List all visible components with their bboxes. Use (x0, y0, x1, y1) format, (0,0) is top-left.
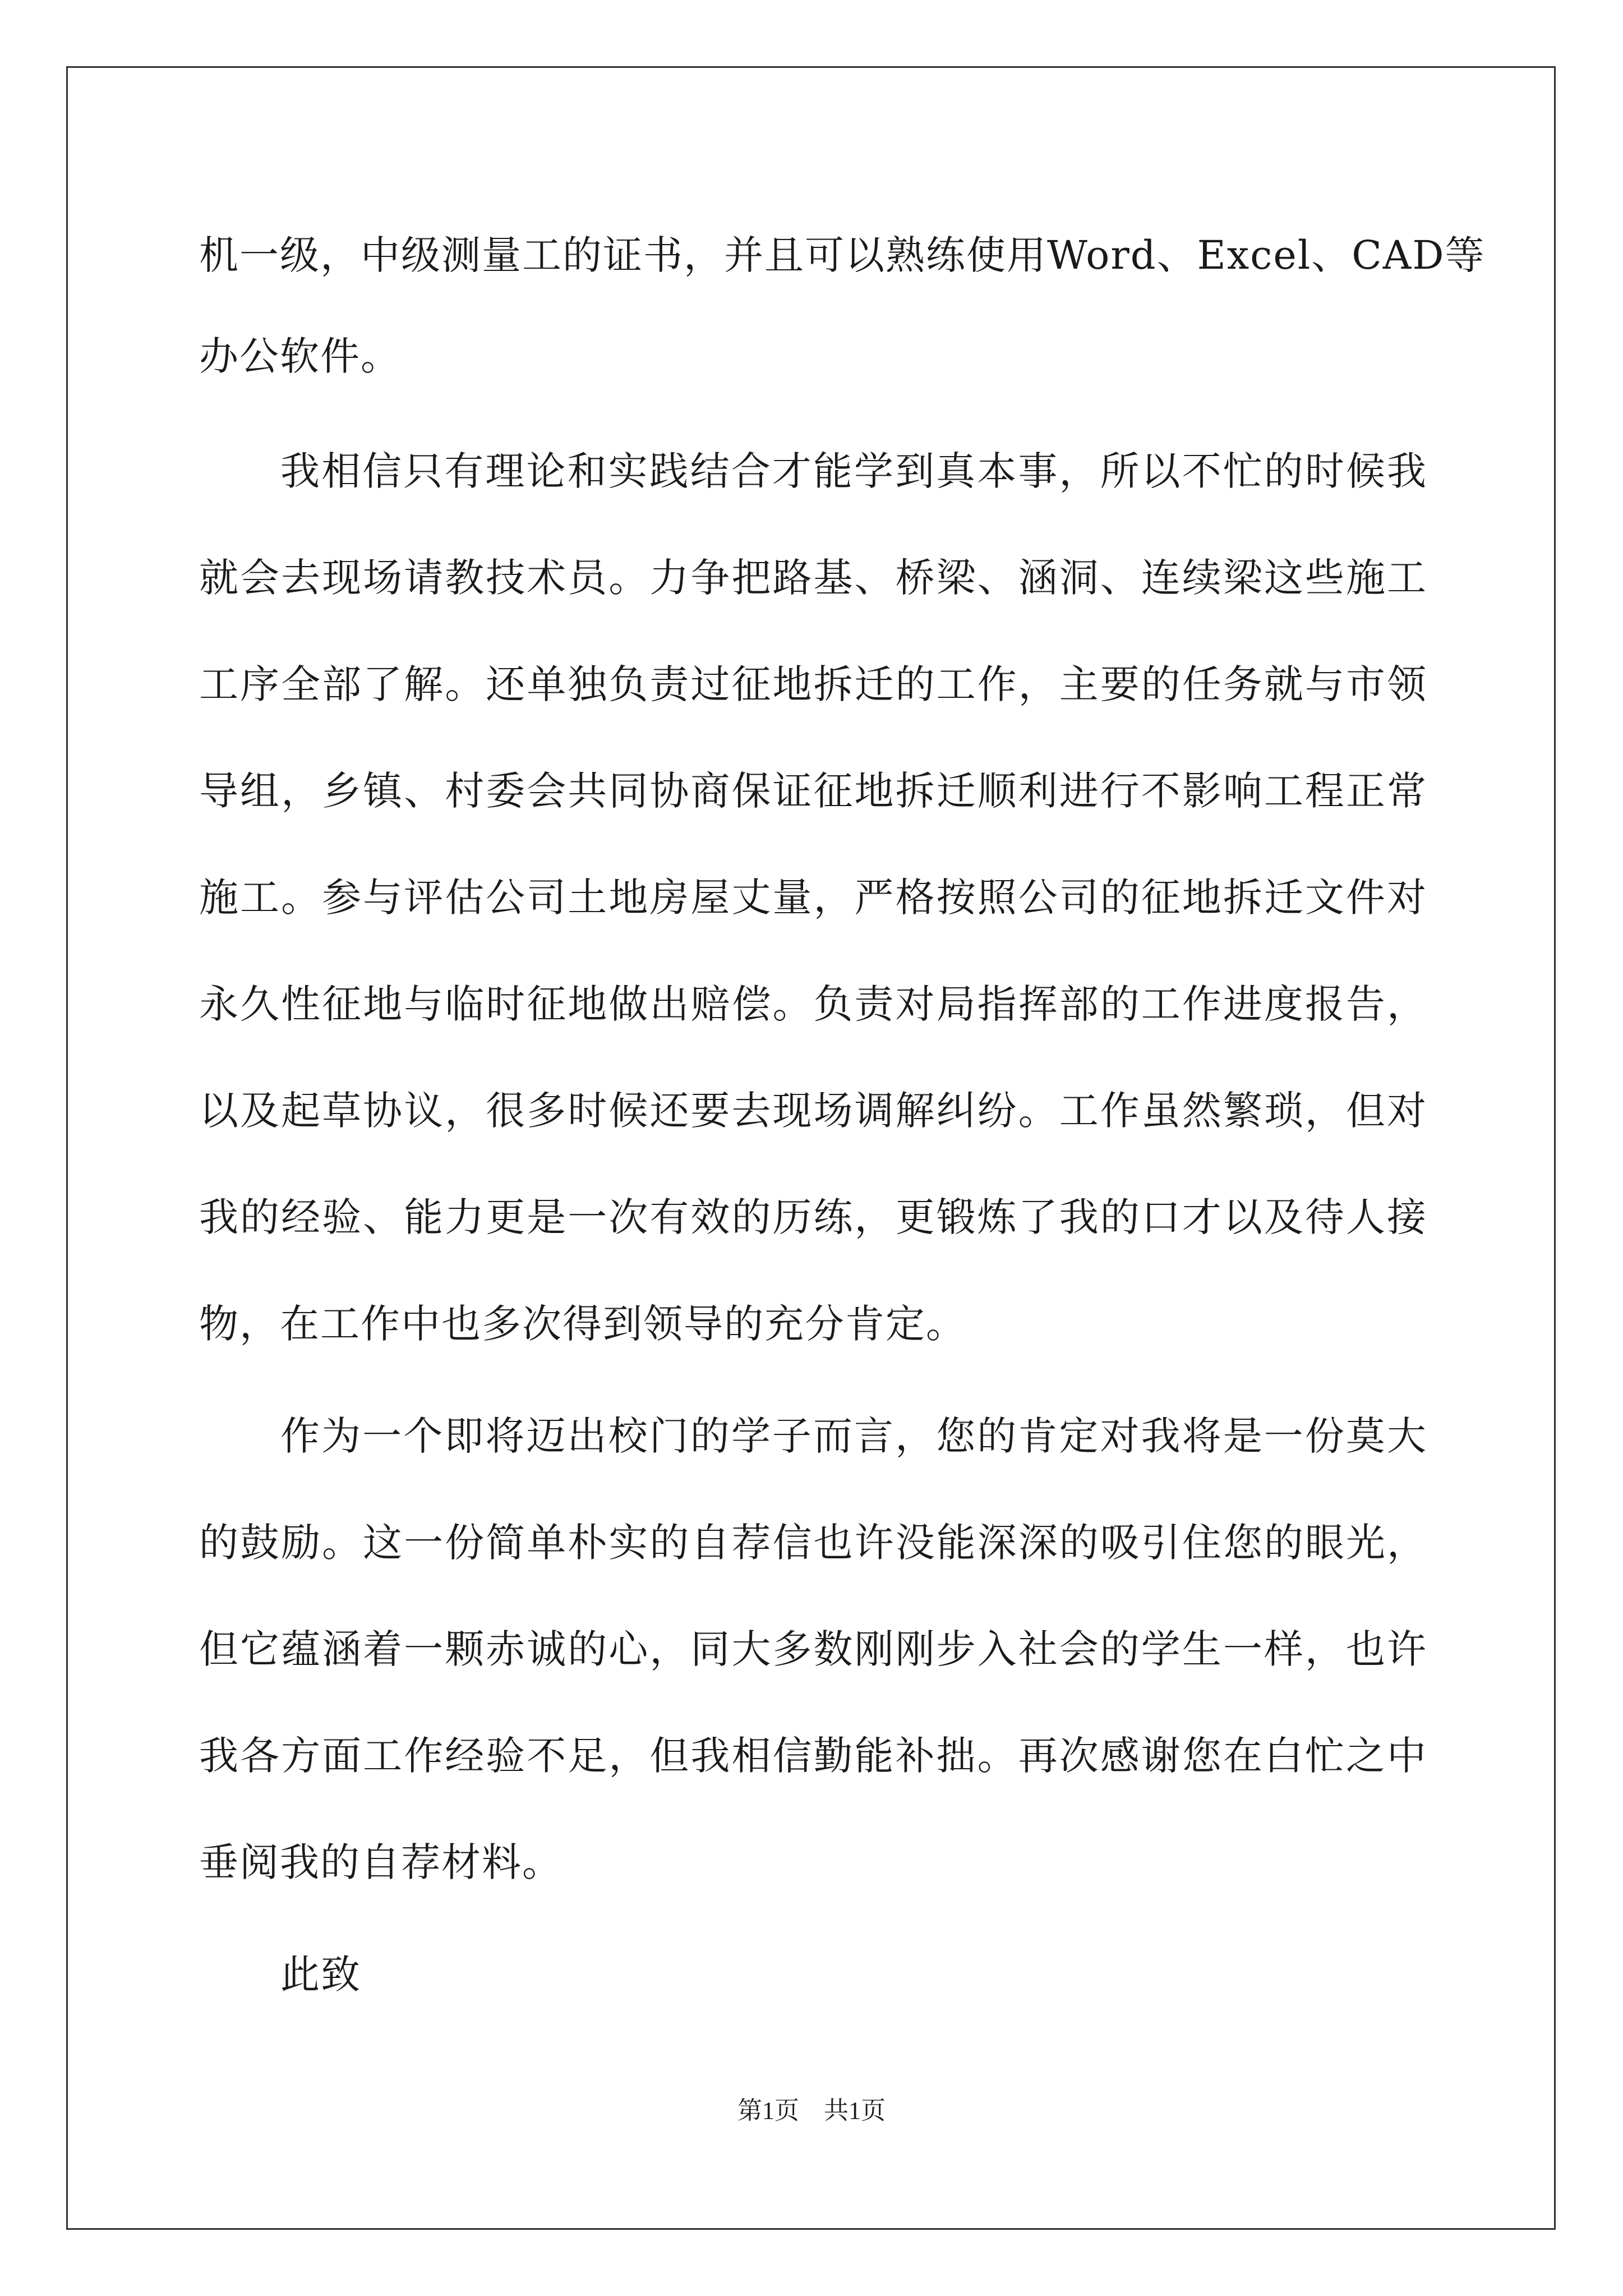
text-line: 但它蕴涵着一颗赤诚的心，同大多数刚刚步入社会的学生一样，也许 (199, 1626, 1427, 1672)
text-line: 机一级，中级测量工的证书，并且可以熟练使用Word、Excel、CAD等 (199, 232, 1486, 278)
text-line: 工序全部了解。还单独负责过征地拆迁的工作，主要的任务就与市领 (199, 661, 1427, 707)
text-line: 我的经验、能力更是一次有效的历练，更锻炼了我的口才以及待人接 (199, 1194, 1427, 1240)
text-line: 垂阅我的自荐材料。 (199, 1839, 562, 1885)
paragraph-start-line: 我相信只有理论和实践结合才能学到真本事，所以不忙的时候我 (280, 448, 1427, 494)
text-line: 以及起草协议，很多时候还要去现场调解纠纷。工作虽然繁琐，但对 (199, 1088, 1427, 1134)
page-border (66, 66, 1556, 2230)
closing-salutation: 此致 (280, 1952, 361, 1998)
text-line: 永久性征地与临时征地做出赔偿。负责对局指挥部的工作进度报告， (199, 981, 1427, 1027)
text-line: 我各方面工作经验不足，但我相信勤能补拙。再次感谢您在白忙之中 (199, 1733, 1427, 1779)
text-line: 办公软件。 (199, 333, 401, 379)
page-footer: 第1页 共1页 (737, 2097, 886, 2124)
text-line: 就会去现场请教技术员。力争把路基、桥梁、涵洞、连续梁这些施工 (199, 555, 1427, 601)
paragraph-start-line: 作为一个即将迈出校门的学子而言，您的肯定对我将是一份莫大 (280, 1413, 1427, 1459)
text-line: 施工。参与评估公司土地房屋丈量，严格按照公司的征地拆迁文件对 (199, 875, 1427, 921)
text-line: 导组，乡镇、村委会共同协商保证征地拆迁顺利进行不影响工程正常 (199, 768, 1427, 814)
text-line: 的鼓励。这一份简单朴实的自荐信也许没能深深的吸引住您的眼光， (199, 1520, 1427, 1566)
text-line: 物，在工作中也多次得到领导的充分肯定。 (199, 1301, 966, 1347)
